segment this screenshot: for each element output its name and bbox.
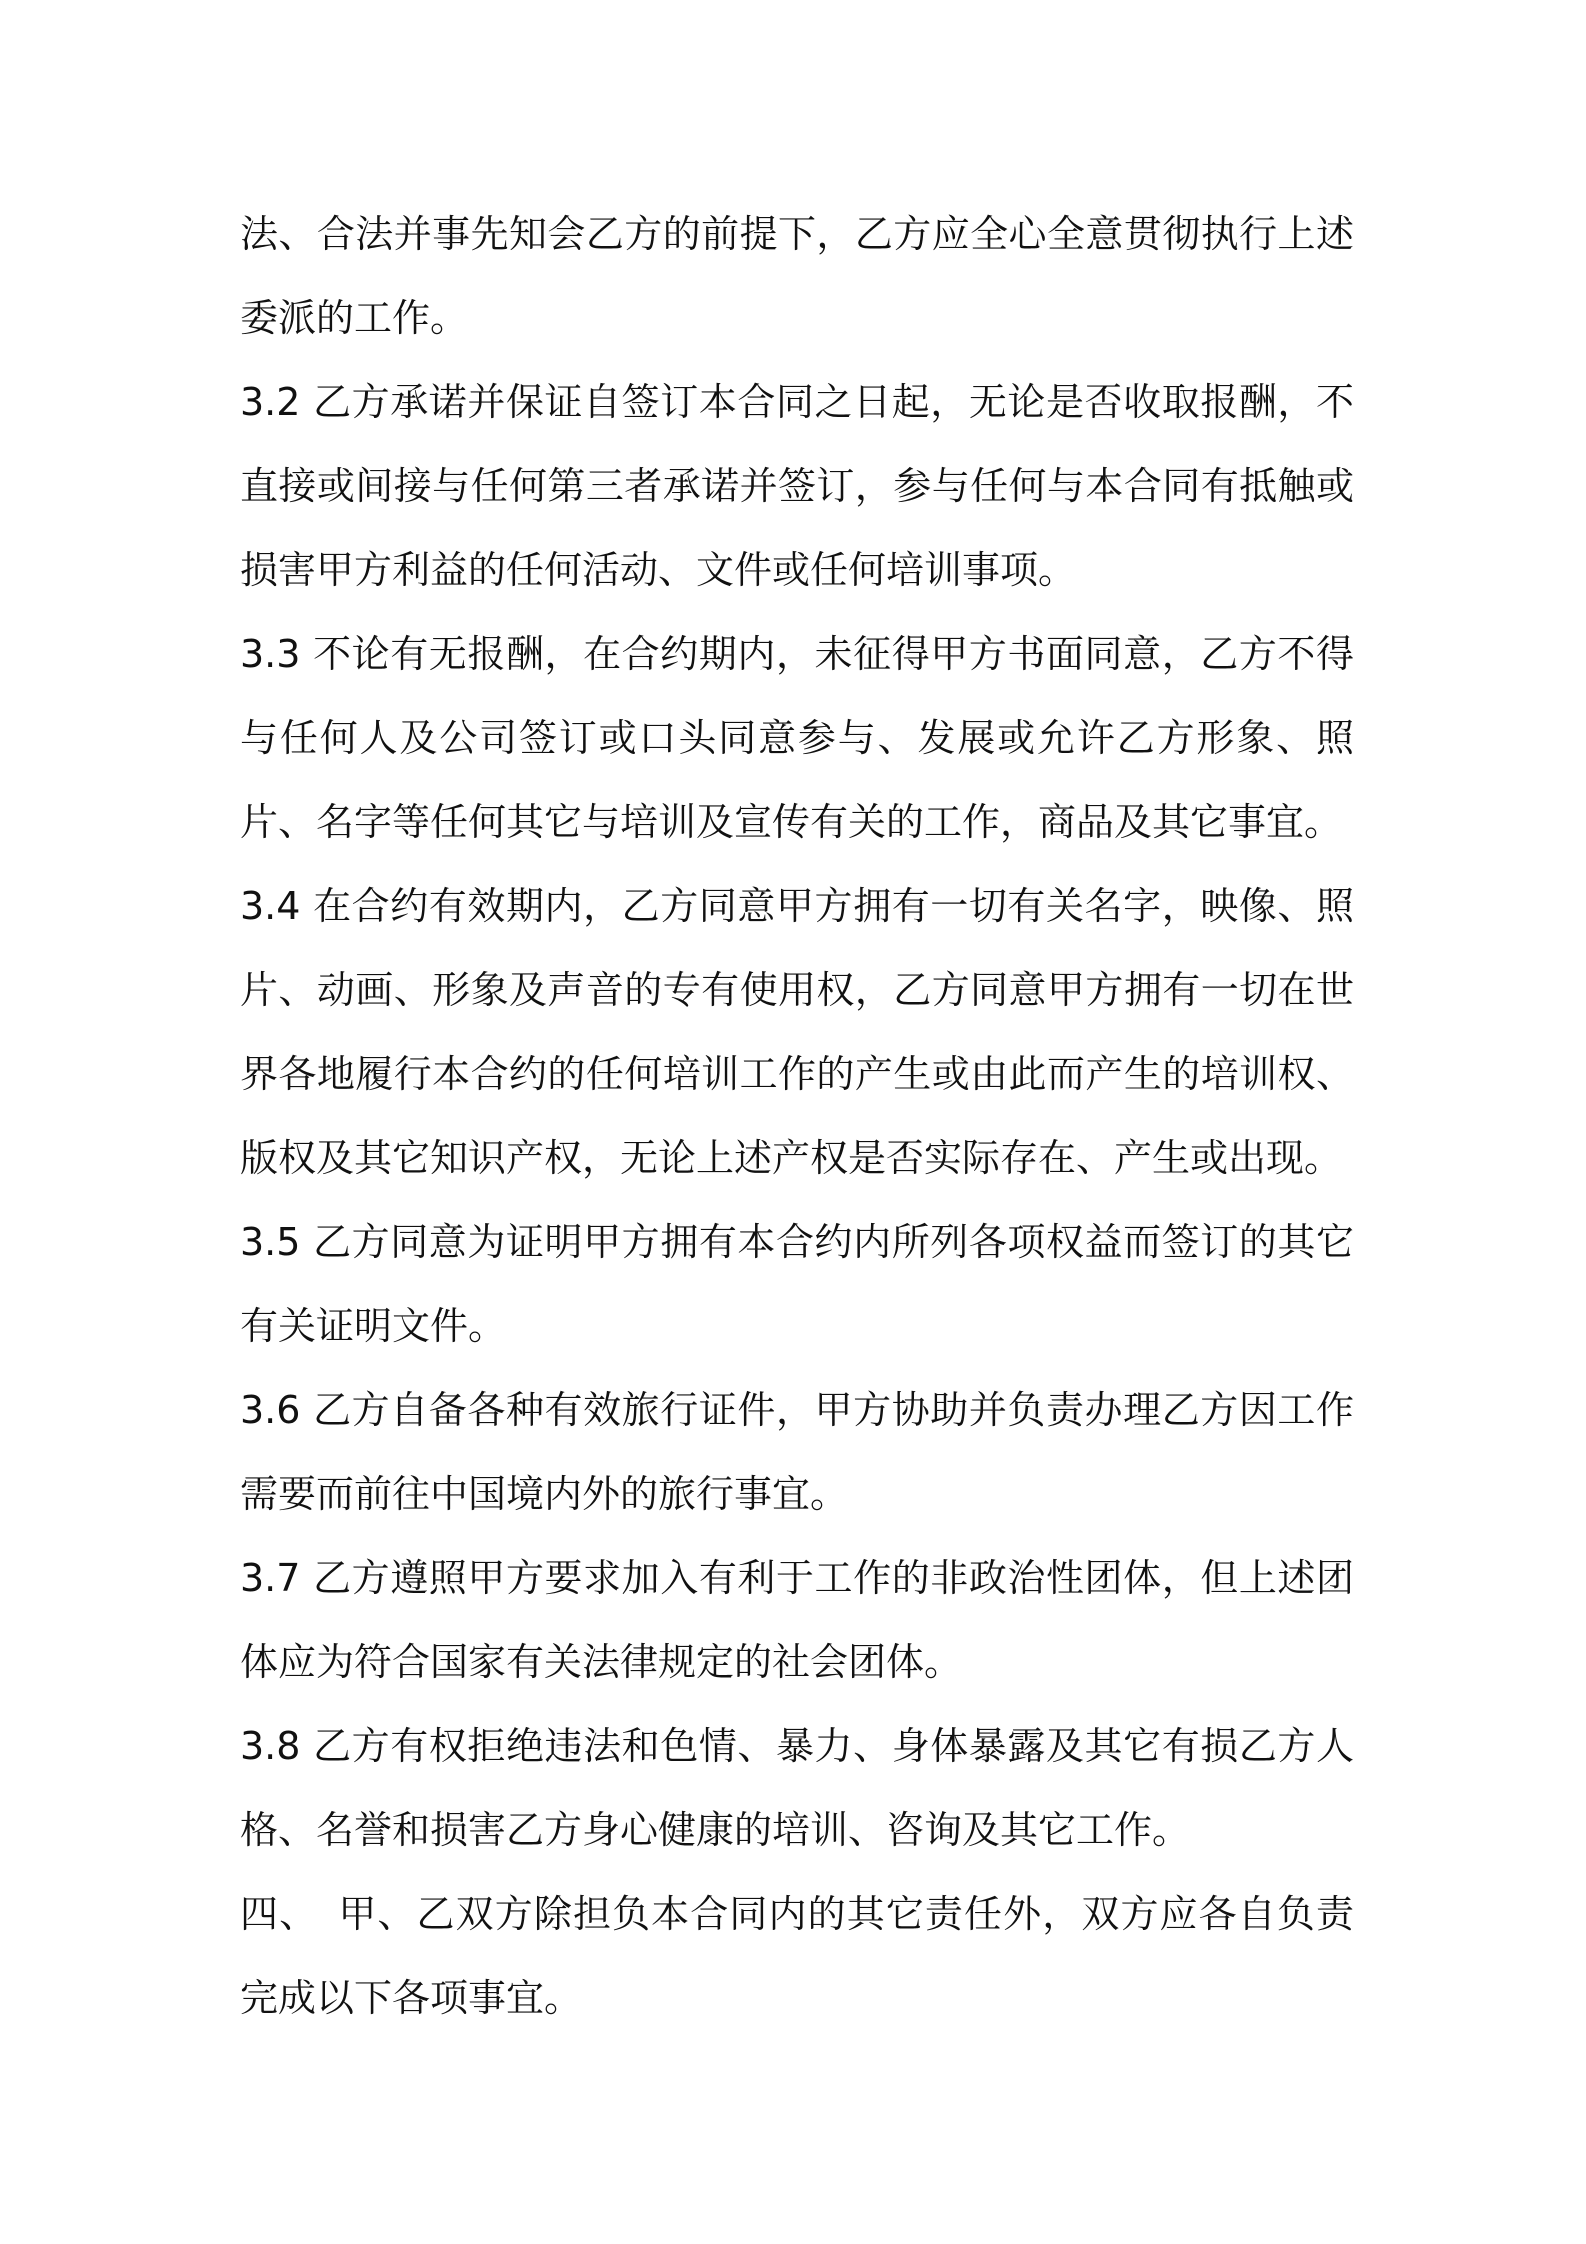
clause-3-2: 3.2 乙方承诺并保证自签订本合同之日起，无论是否收取报酬，不直接或间接与任何第三者承诺并签订，参与任何与本合同有抵触或损害甲方利益的任何活动、文件或任何培训事项。 bbox=[240, 380, 1354, 592]
document-body bbox=[240, 192, 1354, 2040]
clause-3-8: 3.8 乙方有权拒绝违法和色情、暴力、身体暴露及其它有损乙方人格、名誉和损害乙方身心健康的培训、咨询及其它工作。 bbox=[240, 1724, 1354, 1852]
clause-3-4: 3.4 在合约有效期内，乙方同意甲方拥有一切有关名字，映像、照片、动画、形象及声音的专有使用权，乙方同意甲方拥有一切在世界各地履行本合约的任何培训工作的产生或由此而产生的培训权、版权及其它知识产权，无论上述产权是否实际存在、产生或出现。 bbox=[240, 884, 1354, 1180]
paragraph-continuation: 法、合法并事先知会乙方的前提下，乙方应全心全意贯彻执行上述委派的工作。 bbox=[240, 212, 1354, 340]
section-4-heading: 四、 甲、乙双方除担负本合同内的其它责任外，双方应各自负责完成以下各项事宜。 bbox=[240, 1892, 1354, 2020]
clause-3-3: 3.3 不论有无报酬，在合约期内，未征得甲方书面同意，乙方不得与任何人及公司签订或口头同意参与、发展或允许乙方形象、照片、名字等任何其它与培训及宣传有关的工作，商品及其它事宜。 bbox=[240, 632, 1354, 844]
clause-3-5: 3.5 乙方同意为证明甲方拥有本合约内所列各项权益而签订的其它有关证明文件。 bbox=[240, 1220, 1354, 1348]
clause-3-7: 3.7 乙方遵照甲方要求加入有利于工作的非政治性团体，但上述团体应为符合国家有关法律规定的社会团体。 bbox=[240, 1556, 1354, 1684]
clause-3-6: 3.6 乙方自备各种有效旅行证件，甲方协助并负责办理乙方因工作需要而前往中国境内外的旅行事宜。 bbox=[240, 1388, 1354, 1516]
